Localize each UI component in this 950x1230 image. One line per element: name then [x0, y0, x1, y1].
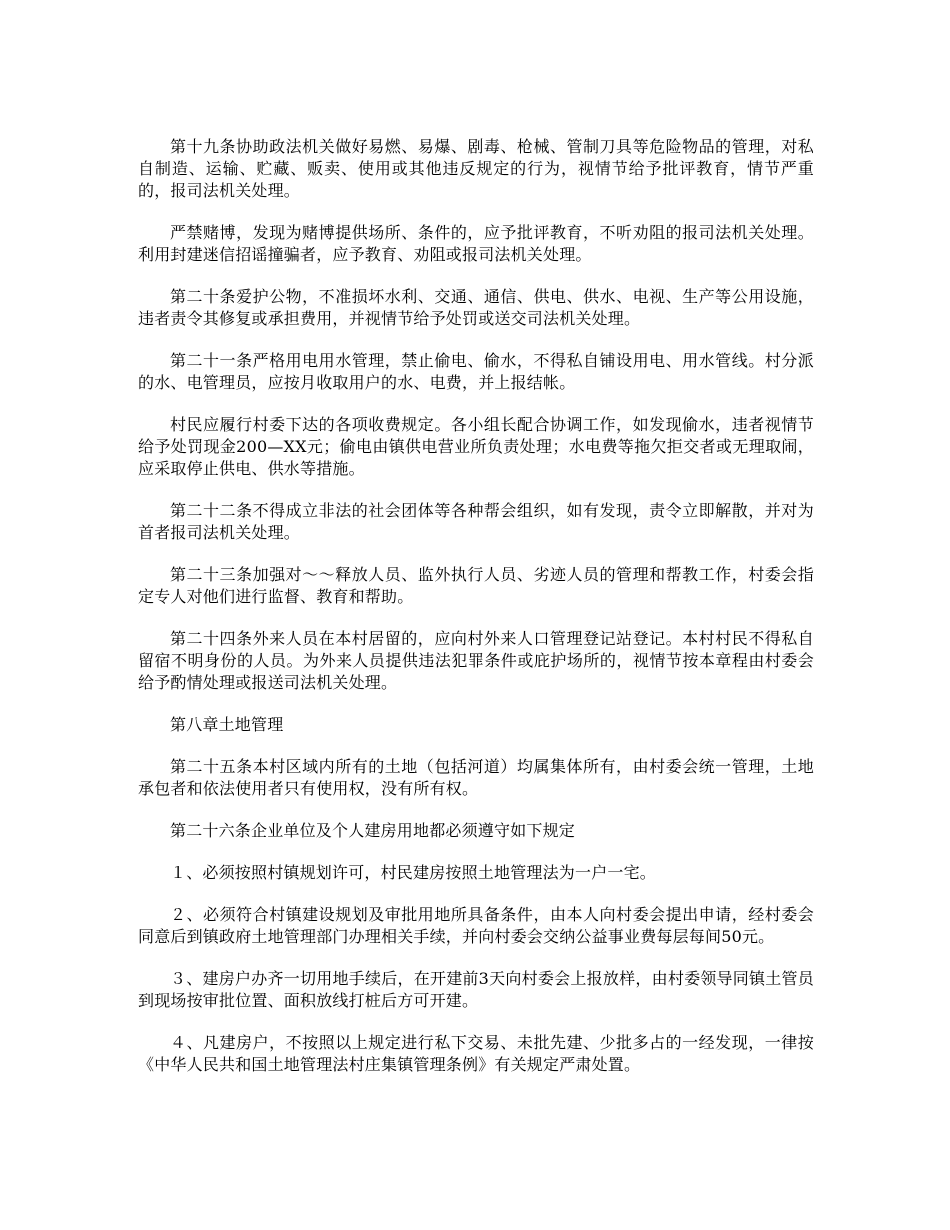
paragraph-article-22: 第二十二条不得成立非法的社会团体等各种帮会组织，如有发现，责令立即解散，并对为首者报司法机关处理。: [138, 501, 814, 542]
paragraph-article-19: 第十九条协助政法机关做好易燃、易爆、剧毒、枪械、管制刀具等危险物品的管理，对私自制造、运输、贮藏、贩卖、使用或其他违反规定的行为，视情节给予批评教育，情节严重的，报司法机关处理。: [138, 137, 814, 200]
paragraph-gambling: 严禁赌博，发现为赌博提供场所、条件的，应予批评教育，不听劝阻的报司法机关处理。利用封建迷信招谣撞骗者，应予教育、劝阻或报司法机关处理。: [138, 223, 814, 264]
paragraph-article-20: 第二十条爱护公物，不准损坏水利、交通、通信、供电、供水、电视、生产等公用设施，违者责令其修复或承担费用，并视情节给予处罚或送交司法机关处理。: [138, 287, 814, 328]
paragraph-fees: 村民应履行村委下达的各项收费规定。各小组长配合协调工作，如发现偷水，违者视情节给予处罚现金200—XX元；偷电由镇供电营业所负责处理；水电费等拖欠拒交者或无理取闹，应采取停止供电、供水等措施。: [138, 415, 814, 478]
document-body: [138, 136, 814, 1096]
list-item-1: １、必须按照村镇规划许可，村民建房按照土地管理法为一户一宅。: [170, 863, 657, 882]
list-item-4: ４、凡建房户，不按照以上规定进行私下交易、未批先建、少批多占的一经发现，一律按《中华人民共和国土地管理法村庄集镇管理条例》有关规定严肃处置。: [138, 1033, 814, 1074]
list-item-2: ２、必须符合村镇建设规划及审批用地所具备条件，由本人向村委会提出申请，经村委会同意后到镇政府土地管理部门办理相关手续，并向村委会交纳公益事业费每层每间50元。: [138, 905, 814, 946]
paragraph-article-24: 第二十四条外来人员在本村居留的，应向村外来人口管理登记站登记。本村村民不得私自留宿不明身份的人员。为外来人员提供违法犯罪条件或庇护场所的，视情节按本章程由村委会给予酌情处理或报送司法机关处理。: [138, 629, 814, 692]
paragraph-article-25: 第二十五条本村区域内所有的土地（包括河道）均属集体所有，由村委会统一管理，土地承包者和依法使用者只有使用权，没有所有权。: [138, 757, 814, 798]
paragraph-article-26: 第二十六条企业单位及个人建房用地都必须遵守如下规定: [170, 821, 576, 840]
list-item-3: ３、建房户办齐一切用地手续后，在开建前3天向村委会上报放样，由村委领导同镇土管员到现场按审批位置、面积放线打桩后方可开建。: [138, 969, 814, 1010]
paragraph-article-23: 第二十三条加强对～～释放人员、监外执行人员、劣迹人员的管理和帮教工作，村委会指定专人对他们进行监督、教育和帮助。: [138, 565, 814, 606]
chapter-heading: 第八章土地管理: [170, 715, 284, 734]
paragraph-article-21: 第二十一条严格用电用水管理，禁止偷电、偷水，不得私自铺设用电、用水管线。村分派的水、电管理员，应按月收取用户的水、电费，并上报结帐。: [138, 351, 814, 392]
